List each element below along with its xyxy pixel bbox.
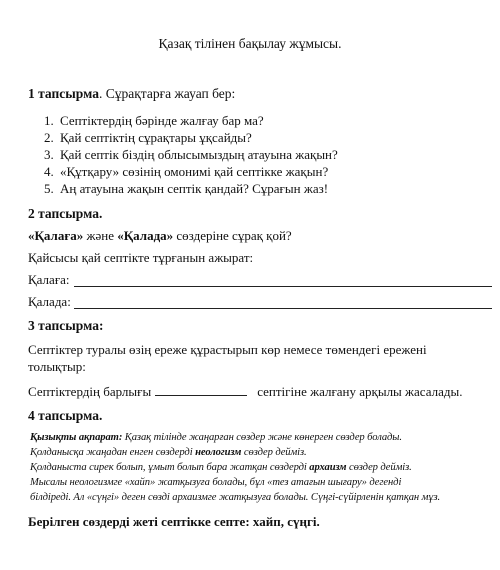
- rule-blank[interactable]: [155, 384, 247, 396]
- task2-instruction: «Қалаға» және «Қалада» сөздеріне сұрақ қой?: [28, 228, 292, 243]
- question-item: 1. Септіктердің бәрінде жалғау бар ма?: [44, 113, 264, 128]
- info-label: Қызықты ақпарат:: [30, 432, 123, 443]
- rule-before: Септіктердің барлығы: [28, 384, 152, 399]
- question-item: 3. Қай септік біздің облысымыздың атауына жақын?: [44, 147, 338, 162]
- field2-answer-line[interactable]: [74, 308, 492, 309]
- task2-heading: 2 тапсырма.: [28, 206, 103, 221]
- task4-final-instruction: Берілген сөздерді жеті септікке септе: хайп, сүңгі.: [28, 514, 320, 529]
- question-item: 4. «Құтқару» сөзінің омонимі қай септікке жақын?: [44, 164, 329, 179]
- info-line-1: Қызықты ақпарат: Қазақ тілінде жаңарған сөздер және көнерген сөздер болады.: [30, 432, 402, 443]
- question-item: 5. Аң атауына жақын септік қандай? Сұрағын жаз!: [44, 181, 329, 196]
- task3-text-line2: толықтыр:: [28, 359, 86, 374]
- task3-rule: [28, 384, 462, 400]
- task2-line2: Қайсысы қай септікте тұрғанын ажырат:: [28, 250, 254, 265]
- task2-word1: «Қалаға»: [28, 228, 84, 243]
- info-line-5: білдіреді. Ал «сүңгі» деген сөзді архаизмге жатқызуға болады. Сүңгі-сүйірленін қатқан мұз.: [30, 492, 441, 503]
- neologism-term: неологизм: [195, 447, 242, 458]
- info-line-3: Қолданыста сирек болып, ұмыт болып бара жатқан сөздерді архаизм сөздер дейміз.: [30, 462, 412, 473]
- field2-label: Қалада:: [28, 294, 71, 309]
- field1-answer-line[interactable]: [74, 286, 492, 287]
- task1-heading: 1 тапсырма: [28, 86, 99, 101]
- page-title: Қазақ тілінен бақылау жұмысы.: [158, 36, 342, 51]
- archaism-term: архаизм: [309, 462, 347, 473]
- info-line-4: Мысалы неологизмге «хайп» жатқызуға болады, бұл «тез атағын шығару» дегенді: [30, 477, 402, 488]
- task4-heading: 4 тапсырма.: [28, 408, 103, 423]
- task2-word2: «Қалада»: [117, 228, 174, 243]
- info-line-2: Қолданысқа жаңадан енген сөздерді неологизм сөздер дейміз.: [30, 447, 307, 458]
- field1-label: Қалаға:: [28, 272, 70, 287]
- question-item: 2. Қай септіктің сұрақтары ұқсайды?: [44, 130, 252, 145]
- task3-text-line1: Септіктер туралы өзің ереже құрастырып көр немесе төмендегі ережені: [28, 342, 427, 357]
- task1-heading-line: [28, 86, 235, 102]
- task3-heading: 3 тапсырма:: [28, 318, 104, 333]
- task1-intro: . Сұрақтарға жауап бер:: [98, 86, 236, 101]
- rule-after: септігіне жалғану арқылы жасалады.: [257, 384, 463, 399]
